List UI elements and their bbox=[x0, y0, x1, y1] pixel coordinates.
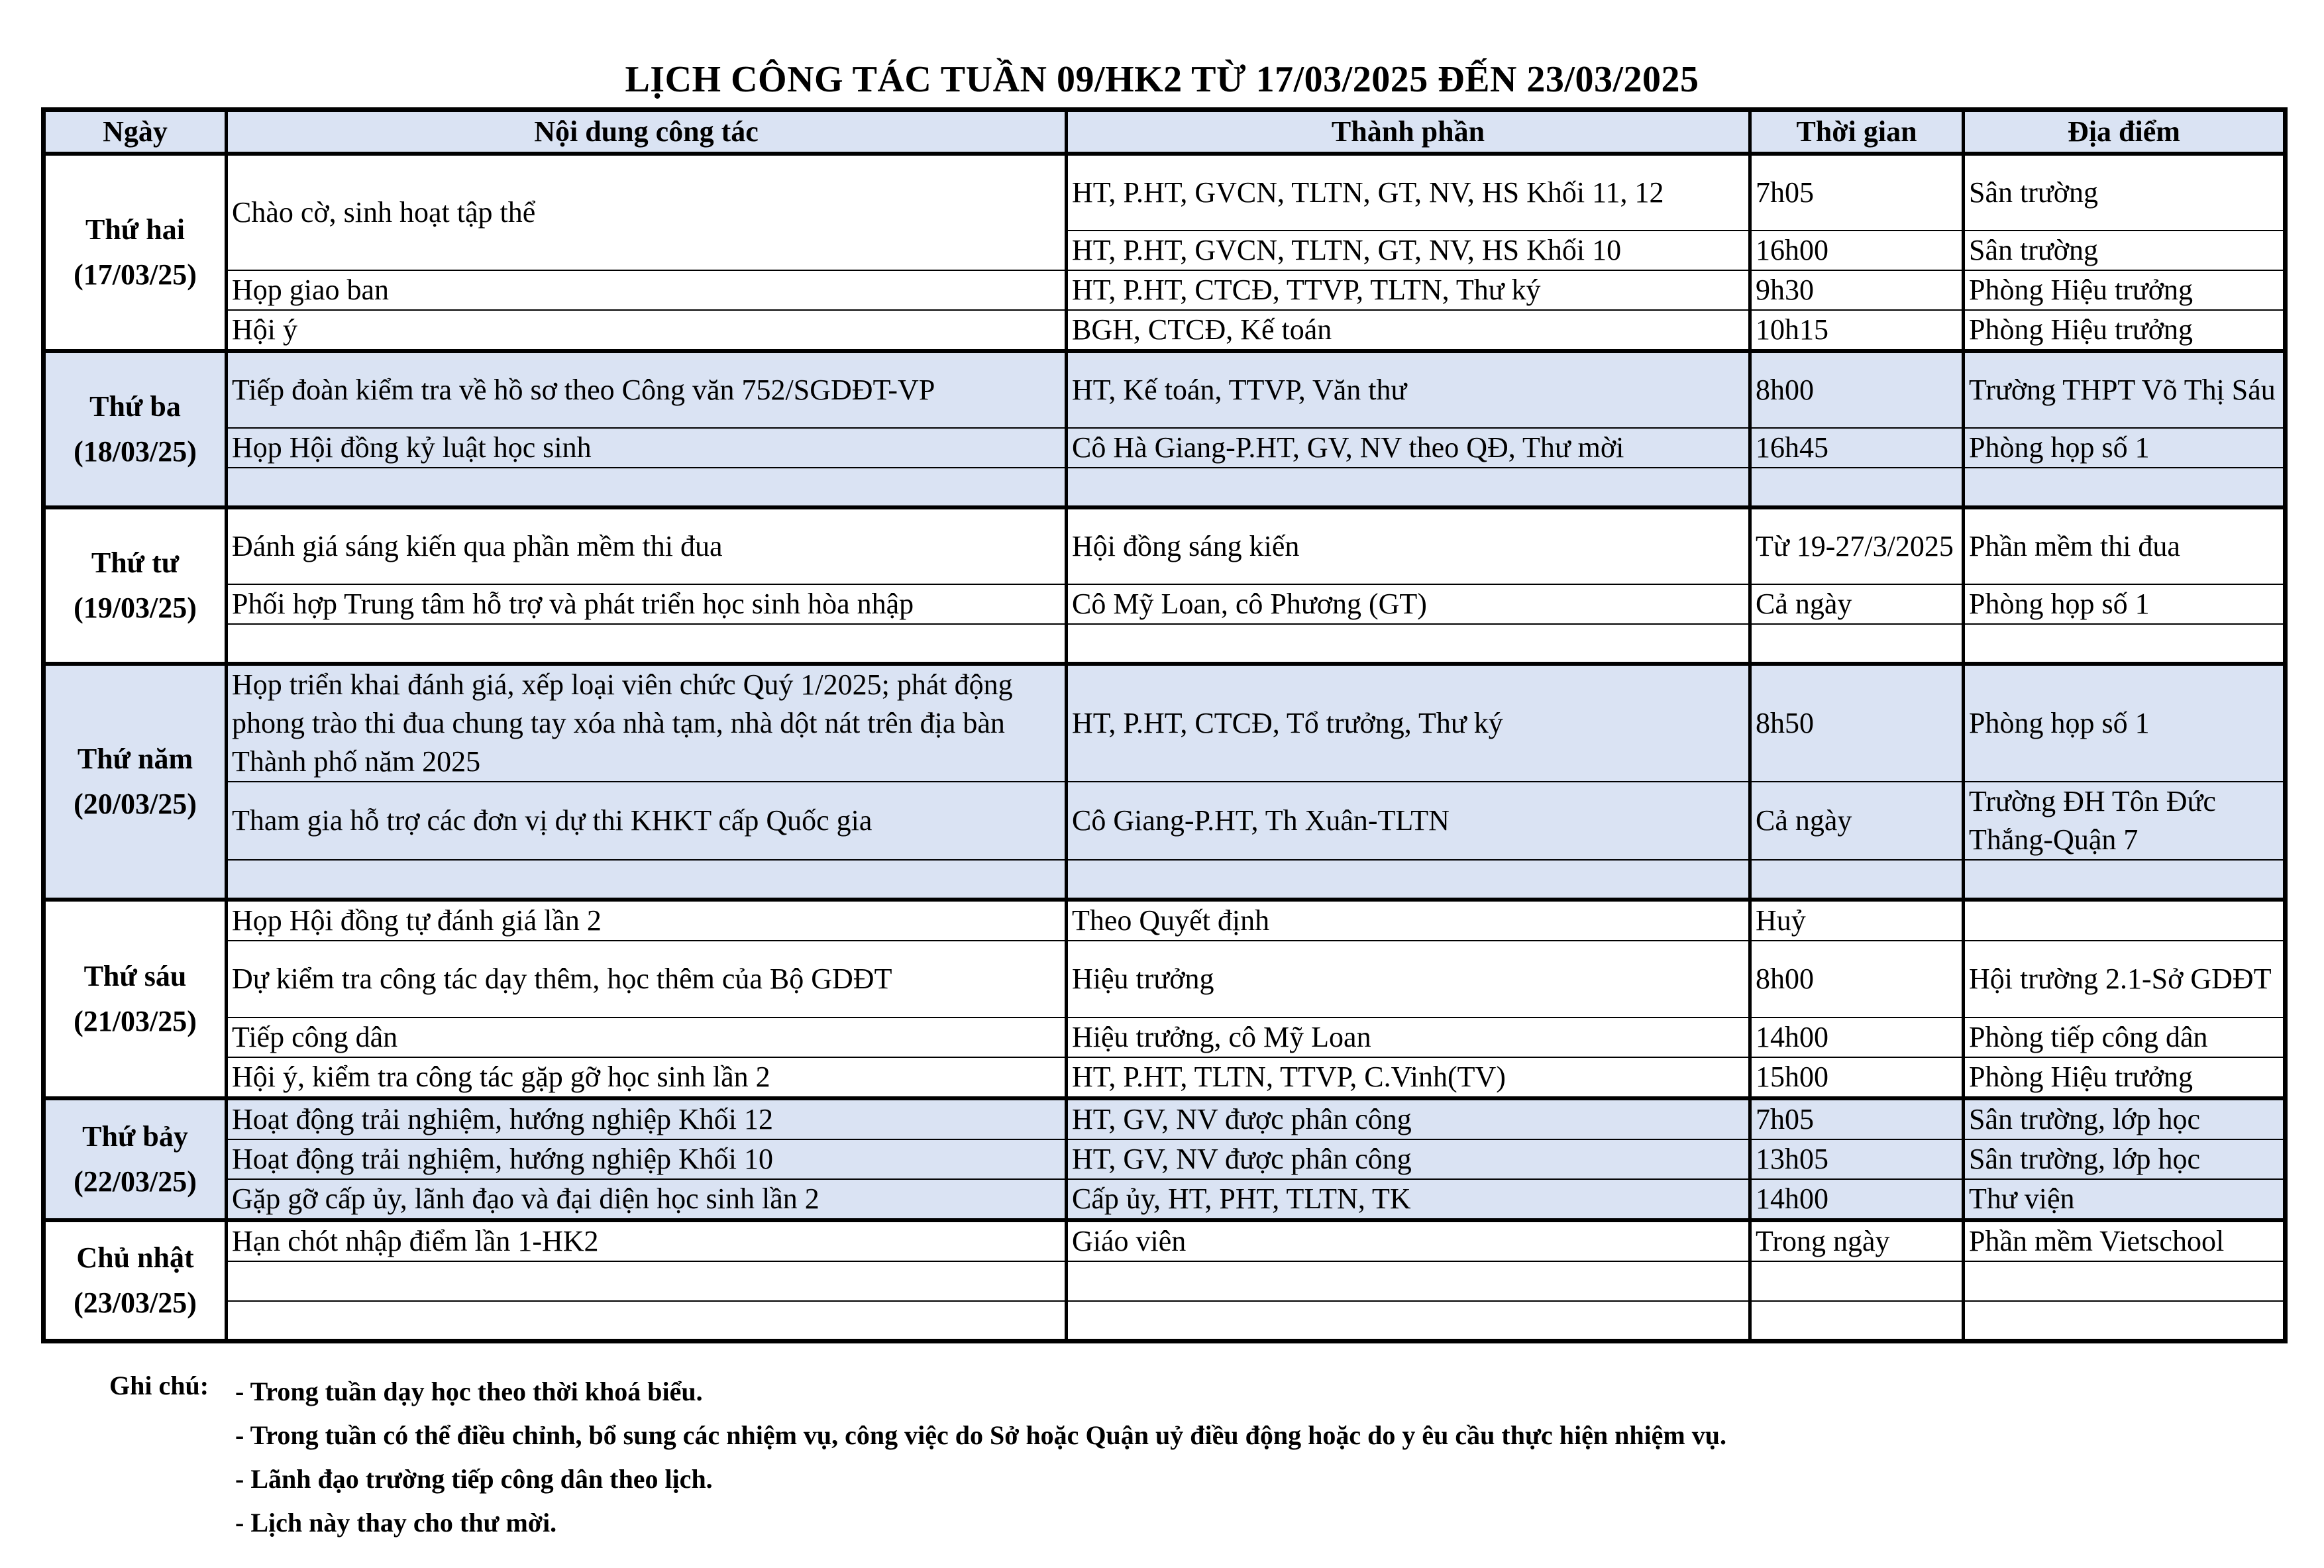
day-cell bbox=[44, 1098, 227, 1220]
day-date: (17/03/25) bbox=[74, 258, 197, 291]
task-time: 9h30 bbox=[1750, 270, 1964, 310]
task-content: Phối hợp Trung tâm hỗ trợ và phát triển học sinh hòa nhập bbox=[227, 584, 1067, 624]
task-time: Huỷ bbox=[1750, 900, 1964, 941]
table-row bbox=[44, 1220, 2286, 1261]
table-row bbox=[44, 1261, 2286, 1301]
task-members bbox=[1067, 1301, 1750, 1341]
day-date: (23/03/25) bbox=[74, 1286, 197, 1319]
task-content: Hoạt động trải nghiệm, hướng nghiệp Khối 10 bbox=[227, 1139, 1067, 1179]
table-row bbox=[44, 900, 2286, 941]
day-group bbox=[44, 1098, 2286, 1220]
day-cell bbox=[44, 664, 227, 900]
task-members: HT, P.HT, TLTN, TTVP, C.Vinh(TV) bbox=[1067, 1057, 1750, 1098]
task-place: Phòng họp số 1 bbox=[1964, 584, 2286, 624]
day-group bbox=[44, 664, 2286, 900]
task-place: Phòng tiếp công dân bbox=[1964, 1018, 2286, 1057]
day-date: (20/03/25) bbox=[74, 788, 197, 820]
table-row bbox=[44, 1179, 2286, 1220]
day-name: Thứ năm bbox=[77, 743, 193, 775]
schedule-table bbox=[41, 107, 2288, 1343]
task-members bbox=[1067, 624, 1750, 664]
task-time: 8h00 bbox=[1750, 941, 1964, 1018]
task-time: 7h05 bbox=[1750, 1098, 1964, 1139]
task-time: 8h50 bbox=[1750, 664, 1964, 782]
task-place: Sân trường, lớp học bbox=[1964, 1139, 2286, 1179]
task-members: Theo Quyết định bbox=[1067, 900, 1750, 941]
task-members: HT, GV, NV được phân công bbox=[1067, 1098, 1750, 1139]
table-row bbox=[44, 1018, 2286, 1057]
task-time: 16h45 bbox=[1750, 428, 1964, 468]
task-place: Thư viện bbox=[1964, 1179, 2286, 1220]
task-place: Phần mềm thi đua bbox=[1964, 507, 2286, 584]
task-time bbox=[1750, 1261, 1964, 1301]
task-place: Trường ĐH Tôn Đức Thắng-Quận 7 bbox=[1964, 782, 2286, 860]
task-content bbox=[227, 468, 1067, 507]
task-content: Chào cờ, sinh hoạt tập thể bbox=[227, 154, 1067, 270]
table-row bbox=[44, 1301, 2286, 1341]
task-place: Phòng họp số 1 bbox=[1964, 664, 2286, 782]
task-time: 7h05 bbox=[1750, 154, 1964, 231]
task-members bbox=[1067, 1261, 1750, 1301]
task-time: 10h15 bbox=[1750, 310, 1964, 351]
task-content bbox=[227, 1261, 1067, 1301]
task-place: Sân trường, lớp học bbox=[1964, 1098, 2286, 1139]
note-item: - Lãnh đạo trường tiếp công dân theo lịch. bbox=[235, 1464, 713, 1494]
table-row bbox=[44, 584, 2286, 624]
task-content: Tiếp công dân bbox=[227, 1018, 1067, 1057]
task-place: Phòng Hiệu trưởng bbox=[1964, 270, 2286, 310]
task-place: Phần mềm Vietschool bbox=[1964, 1220, 2286, 1261]
task-place: Sân trường bbox=[1964, 231, 2286, 270]
table-row bbox=[44, 351, 2286, 428]
task-members: Cô Hà Giang-P.HT, GV, NV theo QĐ, Thư mời bbox=[1067, 428, 1750, 468]
table-row bbox=[44, 624, 2286, 664]
task-content: Họp Hội đồng kỷ luật học sinh bbox=[227, 428, 1067, 468]
day-group bbox=[44, 507, 2286, 664]
task-place bbox=[1964, 900, 2286, 941]
table-row bbox=[44, 270, 2286, 310]
task-place: Hội trường 2.1-Sở GDĐT bbox=[1964, 941, 2286, 1018]
task-content: Họp triển khai đánh giá, xếp loại viên chức Quý 1/2025; phát động phong trào thi đua chung tay xóa nhà tạm, nhà dột nát trên địa bàn Thành phố năm 2025 bbox=[227, 664, 1067, 782]
header-time: Thời gian bbox=[1750, 110, 1964, 154]
table-row bbox=[44, 664, 2286, 782]
task-members: HT, Kế toán, TTVP, Văn thư bbox=[1067, 351, 1750, 428]
task-time bbox=[1750, 624, 1964, 664]
schedule-header bbox=[44, 110, 2286, 154]
day-date: (22/03/25) bbox=[74, 1165, 197, 1198]
task-members: Hội đồng sáng kiến bbox=[1067, 507, 1750, 584]
task-content: Tham gia hỗ trợ các đơn vị dự thi KHKT cấp Quốc gia bbox=[227, 782, 1067, 860]
day-name: Thứ sáu bbox=[83, 960, 187, 992]
table-row bbox=[44, 1139, 2286, 1179]
table-row bbox=[44, 468, 2286, 507]
day-name: Chủ nhật bbox=[76, 1241, 194, 1274]
task-content: Đánh giá sáng kiến qua phần mềm thi đua bbox=[227, 507, 1067, 584]
header-day: Ngày bbox=[44, 110, 227, 154]
task-place: Phòng Hiệu trưởng bbox=[1964, 310, 2286, 351]
task-members: Cô Mỹ Loan, cô Phương (GT) bbox=[1067, 584, 1750, 624]
day-date: (21/03/25) bbox=[74, 1005, 197, 1037]
task-place: Phòng họp số 1 bbox=[1964, 428, 2286, 468]
note-item: - Trong tuần có thể điều chỉnh, bổ sung các nhiệm vụ, công việc do Sở hoặc Quận uỷ điều động hoặc do y êu cầu thực hiện nhiệm vụ. bbox=[235, 1420, 1726, 1450]
task-members: HT, GV, NV được phân công bbox=[1067, 1139, 1750, 1179]
task-members: Cấp ủy, HT, PHT, TLTN, TK bbox=[1067, 1179, 1750, 1220]
day-date: (19/03/25) bbox=[74, 592, 197, 624]
task-time: 15h00 bbox=[1750, 1057, 1964, 1098]
note-item: - Trong tuần dạy học theo thời khoá biểu. bbox=[235, 1377, 703, 1406]
task-members: HT, P.HT, CTCĐ, TTVP, TLTN, Thư ký bbox=[1067, 270, 1750, 310]
task-place: Trường THPT Võ Thị Sáu bbox=[1964, 351, 2286, 428]
day-cell bbox=[44, 1220, 227, 1341]
task-place: Sân trường bbox=[1964, 154, 2286, 231]
task-content bbox=[227, 624, 1067, 664]
day-group bbox=[44, 900, 2286, 1098]
day-name: Thứ tư bbox=[91, 547, 180, 579]
day-cell bbox=[44, 507, 227, 664]
task-members bbox=[1067, 468, 1750, 507]
task-members: Giáo viên bbox=[1067, 1220, 1750, 1261]
task-time: Trong ngày bbox=[1750, 1220, 1964, 1261]
task-content: Hội ý bbox=[227, 310, 1067, 351]
task-time: Cả ngày bbox=[1750, 584, 1964, 624]
task-members: Hiệu trưởng bbox=[1067, 941, 1750, 1018]
task-time: 16h00 bbox=[1750, 231, 1964, 270]
task-time bbox=[1750, 468, 1964, 507]
task-content: Họp giao ban bbox=[227, 270, 1067, 310]
day-cell bbox=[44, 351, 227, 507]
note-item: - Lịch này thay cho thư mời. bbox=[235, 1508, 557, 1538]
header-place: Địa điểm bbox=[1964, 110, 2286, 154]
task-members: Hiệu trưởng, cô Mỹ Loan bbox=[1067, 1018, 1750, 1057]
day-group bbox=[44, 351, 2286, 507]
table-row bbox=[44, 310, 2286, 351]
table-row bbox=[44, 507, 2286, 584]
task-time: Cả ngày bbox=[1750, 782, 1964, 860]
table-row bbox=[44, 782, 2286, 860]
day-cell bbox=[44, 154, 227, 351]
header-content: Nội dung công tác bbox=[227, 110, 1067, 154]
task-time: 13h05 bbox=[1750, 1139, 1964, 1179]
notes-label: Ghi chú: bbox=[109, 1371, 209, 1400]
notes-list bbox=[235, 1370, 2223, 1545]
task-members bbox=[1067, 860, 1750, 900]
task-time: Từ 19-27/3/2025 bbox=[1750, 507, 1964, 584]
day-name: Thứ hai bbox=[85, 213, 185, 246]
task-members: HT, P.HT, CTCĐ, Tổ trưởng, Thư ký bbox=[1067, 664, 1750, 782]
task-place: Phòng Hiệu trưởng bbox=[1964, 1057, 2286, 1098]
task-content: Tiếp đoàn kiểm tra về hồ sơ theo Công văn 752/SGDĐT-VP bbox=[227, 351, 1067, 428]
day-date: (18/03/25) bbox=[74, 435, 197, 468]
task-time: 8h00 bbox=[1750, 351, 1964, 428]
task-members: BGH, CTCĐ, Kế toán bbox=[1067, 310, 1750, 351]
header-members: Thành phần bbox=[1067, 110, 1750, 154]
task-content: Hoạt động trải nghiệm, hướng nghiệp Khối 12 bbox=[227, 1098, 1067, 1139]
task-time: 14h00 bbox=[1750, 1179, 1964, 1220]
task-content: Hội ý, kiểm tra công tác gặp gỡ học sinh lần 2 bbox=[227, 1057, 1067, 1098]
header-row bbox=[44, 110, 2286, 154]
table-row bbox=[44, 1057, 2286, 1098]
task-content: Gặp gỡ cấp ủy, lãnh đạo và đại diện học sinh lần 2 bbox=[227, 1179, 1067, 1220]
task-members: HT, P.HT, GVCN, TLTN, GT, NV, HS Khối 10 bbox=[1067, 231, 1750, 270]
task-place bbox=[1964, 1301, 2286, 1341]
task-time bbox=[1750, 860, 1964, 900]
task-members: Cô Giang-P.HT, Th Xuân-TLTN bbox=[1067, 782, 1750, 860]
day-cell bbox=[44, 900, 227, 1098]
task-content: Họp Hội đồng tự đánh giá lần 2 bbox=[227, 900, 1067, 941]
task-time bbox=[1750, 1301, 1964, 1341]
task-place bbox=[1964, 860, 2286, 900]
day-group bbox=[44, 154, 2286, 351]
task-place bbox=[1964, 624, 2286, 664]
day-name: Thứ ba bbox=[89, 390, 181, 423]
table-row bbox=[44, 941, 2286, 1018]
day-group bbox=[44, 1220, 2286, 1341]
task-content: Dự kiểm tra công tác dạy thêm, học thêm của Bộ GDĐT bbox=[227, 941, 1067, 1018]
table-row bbox=[44, 860, 2286, 900]
task-content: Hạn chót nhập điểm lần 1-HK2 bbox=[227, 1220, 1067, 1261]
task-time: 14h00 bbox=[1750, 1018, 1964, 1057]
table-row bbox=[44, 154, 2286, 231]
page-title: LỊCH CÔNG TÁC TUẦN 09/HK2 TỪ 17/03/2025 ĐẾN 23/03/2025 bbox=[625, 59, 1699, 100]
table-row bbox=[44, 428, 2286, 468]
day-name: Thứ bảy bbox=[82, 1120, 188, 1153]
task-place bbox=[1964, 1261, 2286, 1301]
task-place bbox=[1964, 468, 2286, 507]
task-members: HT, P.HT, GVCN, TLTN, GT, NV, HS Khối 11, 12 bbox=[1067, 154, 1750, 231]
task-content bbox=[227, 860, 1067, 900]
table-row bbox=[44, 1098, 2286, 1139]
task-content bbox=[227, 1301, 1067, 1341]
